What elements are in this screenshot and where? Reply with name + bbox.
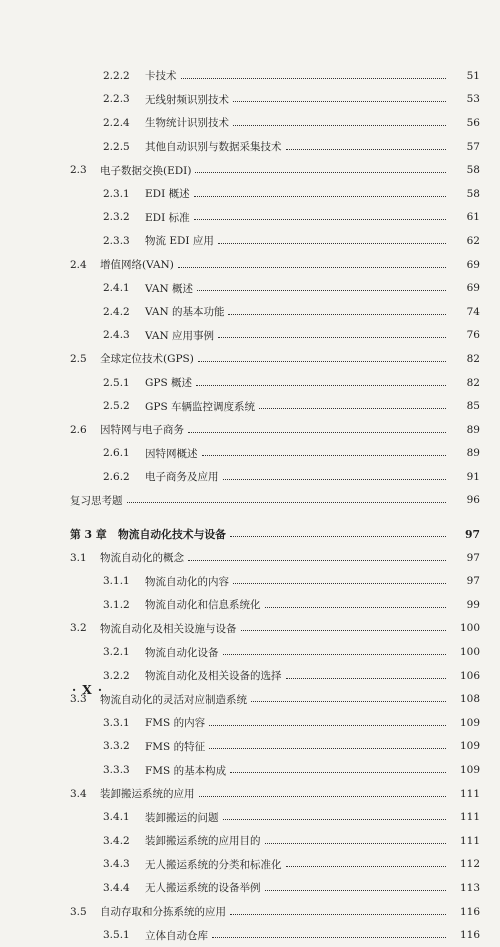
toc-gap bbox=[0, 512, 500, 522]
toc-entry-number: 3.5.1 bbox=[103, 929, 130, 942]
toc-entry[interactable] bbox=[0, 300, 500, 324]
toc-dot-leader bbox=[286, 677, 447, 679]
toc-entry[interactable] bbox=[0, 782, 500, 806]
toc-entry-page: 97 bbox=[466, 575, 480, 588]
toc-entry-number: 2.3 bbox=[70, 164, 87, 177]
toc-entry[interactable] bbox=[0, 135, 500, 159]
toc-dot-leader bbox=[178, 266, 446, 268]
toc-entry-title: 生物统计识别技术 bbox=[145, 117, 229, 130]
toc-entry[interactable] bbox=[0, 829, 500, 853]
toc-dot-leader bbox=[202, 454, 447, 456]
toc-dot-leader bbox=[265, 842, 447, 844]
toc-entry-number: 2.3.2 bbox=[103, 211, 130, 224]
toc-dot-leader bbox=[233, 100, 446, 102]
toc-entry-page: 82 bbox=[466, 352, 480, 365]
toc-dot-leader bbox=[233, 124, 446, 126]
toc-dot-leader bbox=[265, 606, 447, 608]
toc-entry-number: 2.4.1 bbox=[103, 282, 130, 295]
toc-entry-title: 电子商务及应用 bbox=[145, 471, 219, 484]
toc-entry-page: 85 bbox=[466, 400, 480, 413]
toc-entry-page: 58 bbox=[466, 164, 480, 177]
toc-entry-number: 2.3.1 bbox=[103, 187, 130, 200]
toc-entry-title: VAN 概述 bbox=[145, 282, 193, 295]
toc-entry-page: 109 bbox=[459, 716, 480, 729]
toc-dot-leader bbox=[218, 336, 446, 338]
toc-entry-page: 89 bbox=[466, 423, 480, 436]
toc-entry[interactable] bbox=[0, 324, 500, 348]
toc-dot-leader bbox=[251, 700, 446, 702]
toc-dot-leader bbox=[286, 865, 447, 867]
toc-entry-page: 69 bbox=[466, 258, 480, 271]
toc-dot-leader bbox=[223, 653, 447, 655]
toc-entry[interactable] bbox=[0, 593, 500, 617]
toc-dot-leader bbox=[197, 289, 446, 291]
toc-entry-page: 69 bbox=[466, 282, 480, 295]
toc-entry[interactable] bbox=[0, 900, 500, 924]
toc-dot-leader bbox=[223, 478, 447, 480]
toc-entry-title: 物流自动化及相关设备的选择 bbox=[145, 670, 282, 683]
toc-entry-number: 2.5.2 bbox=[103, 400, 130, 413]
toc-entry-page: 96 bbox=[466, 494, 480, 507]
toc-entry-title: 装卸搬运系统的应用目的 bbox=[145, 835, 261, 848]
toc-entry-number: 3.3.2 bbox=[103, 740, 130, 753]
toc-entry-page: 74 bbox=[466, 305, 480, 318]
toc-entry-title: 因特网与电子商务 bbox=[100, 424, 184, 437]
toc-dot-leader bbox=[286, 148, 447, 150]
toc-entry-title: 因特网概述 bbox=[145, 447, 198, 460]
toc-entry-number: 2.2.4 bbox=[103, 116, 130, 129]
toc-entry-page: 109 bbox=[459, 764, 480, 777]
toc-entry-number: 3.1.2 bbox=[103, 598, 130, 611]
toc-dot-leader bbox=[199, 795, 447, 797]
toc-dot-leader bbox=[212, 936, 446, 938]
toc-entry-number: 3.4 bbox=[70, 787, 87, 800]
toc-entry-title: 物流自动化技术与设备 bbox=[118, 527, 226, 541]
toc-entry-page: 109 bbox=[459, 740, 480, 753]
toc-entry-title: 自动存取和分拣系统的应用 bbox=[100, 906, 226, 919]
toc-entry-title: 装卸搬运系统的应用 bbox=[100, 788, 195, 801]
toc-entry[interactable] bbox=[0, 64, 500, 88]
toc-entry-number: 第 3 章 bbox=[70, 527, 107, 541]
toc-entry-page: 99 bbox=[466, 598, 480, 611]
toc-entry-page: 113 bbox=[459, 881, 480, 894]
toc-entry[interactable] bbox=[0, 805, 500, 829]
toc-entry[interactable] bbox=[0, 206, 500, 230]
toc-dot-leader bbox=[181, 77, 447, 79]
toc-entry-page: 97 bbox=[466, 551, 480, 564]
toc-entry-title: 物流 EDI 应用 bbox=[145, 235, 214, 248]
toc-entry-title: 电子数据交换(EDI) bbox=[100, 164, 192, 177]
toc-entry-page: 97 bbox=[464, 527, 480, 541]
toc-entry-number: 3.3 bbox=[70, 693, 87, 706]
toc-dot-leader bbox=[195, 171, 446, 173]
toc-entry-page: 56 bbox=[466, 116, 480, 129]
toc-entry-number: 2.2.2 bbox=[103, 69, 130, 82]
toc-entry-page: 57 bbox=[466, 140, 480, 153]
toc-entry[interactable] bbox=[0, 735, 500, 759]
toc-entry-title: 物流自动化的灵活对应制造系统 bbox=[100, 693, 247, 706]
toc-entry-page: 82 bbox=[466, 376, 480, 389]
toc-entry-title: 其他自动识别与数据采集技术 bbox=[145, 141, 282, 154]
toc-entry[interactable] bbox=[0, 394, 500, 418]
toc-entry-page: 51 bbox=[466, 69, 480, 82]
toc-entry-number: 3.2 bbox=[70, 622, 87, 635]
toc-dot-leader bbox=[230, 913, 446, 915]
toc-entry-title: 复习思考题 bbox=[70, 494, 123, 507]
toc-entry-title: 无人搬运系统的分类和标准化 bbox=[145, 858, 282, 871]
toc-entry-title: 无线射频识别技术 bbox=[145, 93, 229, 106]
toc-entry-title: 无人搬运系统的设备举例 bbox=[145, 882, 261, 895]
toc-dot-leader bbox=[230, 535, 446, 537]
toc-entry-number: 2.4.2 bbox=[103, 305, 130, 318]
toc-entry-number: 2.5.1 bbox=[103, 376, 130, 389]
toc-entry-page: 111 bbox=[459, 811, 480, 824]
toc-entry-title: 立体自动仓库 bbox=[145, 929, 208, 942]
toc-entry-title: 卡技术 bbox=[145, 70, 177, 83]
toc-entry-title: 物流自动化的概念 bbox=[100, 552, 184, 565]
toc-entry-page: 76 bbox=[466, 329, 480, 342]
toc-entry-number: 2.6.1 bbox=[103, 447, 130, 460]
toc-dot-leader bbox=[196, 384, 446, 386]
toc-entry-title: 增值网络(VAN) bbox=[100, 259, 174, 272]
toc-entry[interactable] bbox=[0, 569, 500, 593]
toc-entry-title: FMS 的特征 bbox=[145, 740, 206, 753]
toc-entry-page: 62 bbox=[466, 234, 480, 247]
toc-entry-number: 3.5 bbox=[70, 905, 87, 918]
toc-entry-title: GPS 概述 bbox=[145, 377, 192, 390]
toc-dot-leader bbox=[259, 407, 446, 409]
toc-dot-leader bbox=[188, 431, 446, 433]
toc-entry-title: 全球定位技术(GPS) bbox=[100, 353, 194, 366]
toc-entry-number: 3.2.1 bbox=[103, 646, 130, 659]
toc-entry-page: 58 bbox=[466, 187, 480, 200]
toc-entry[interactable] bbox=[0, 465, 500, 489]
toc-entry-page: 100 bbox=[459, 622, 480, 635]
toc-entry-number: 3.3.1 bbox=[103, 716, 130, 729]
toc-entry[interactable] bbox=[0, 489, 500, 513]
toc-entry-title: GPS 车辆监控调度系统 bbox=[145, 400, 255, 413]
toc-entry-number: 2.6.2 bbox=[103, 470, 130, 483]
toc-entry[interactable] bbox=[0, 711, 500, 735]
toc-dot-leader bbox=[241, 629, 447, 631]
toc-entry-number: 3.1 bbox=[70, 551, 87, 564]
toc-dot-leader bbox=[228, 313, 446, 315]
toc-entry-page: 116 bbox=[459, 929, 480, 942]
toc-entry-title: 物流自动化及相关设施与设备 bbox=[100, 622, 237, 635]
toc-entry-title: EDI 标准 bbox=[145, 211, 190, 224]
toc-entry-page: 112 bbox=[459, 858, 480, 871]
toc-entry[interactable] bbox=[0, 876, 500, 900]
toc-dot-leader bbox=[188, 559, 446, 561]
toc-entry-number: 2.2.3 bbox=[103, 93, 130, 106]
toc-entry-page: 106 bbox=[459, 669, 480, 682]
toc-entry[interactable] bbox=[0, 229, 500, 253]
toc-entry[interactable] bbox=[0, 640, 500, 664]
toc-entry[interactable] bbox=[0, 88, 500, 112]
toc-entry[interactable] bbox=[0, 442, 500, 466]
toc-dot-leader bbox=[194, 195, 446, 197]
toc-chapter-entry[interactable] bbox=[0, 522, 500, 546]
toc-entry-number: 3.4.4 bbox=[103, 881, 130, 894]
table-of-contents bbox=[0, 64, 500, 947]
toc-dot-leader bbox=[209, 724, 446, 726]
toc-entry-title: 物流自动化设备 bbox=[145, 646, 219, 659]
toc-entry-title: VAN 的基本功能 bbox=[145, 306, 225, 319]
toc-dot-leader bbox=[265, 889, 447, 891]
toc-entry[interactable] bbox=[0, 546, 500, 570]
toc-entry-title: 装卸搬运的问题 bbox=[145, 811, 219, 824]
toc-entry-number: 3.2.2 bbox=[103, 669, 130, 682]
toc-entry[interactable] bbox=[0, 158, 500, 182]
toc-dot-leader bbox=[194, 218, 446, 220]
toc-entry-title: EDI 概述 bbox=[145, 188, 190, 201]
toc-entry-number: 2.3.3 bbox=[103, 234, 130, 247]
toc-entry-number: 2.5 bbox=[70, 352, 87, 365]
toc-entry-title: FMS 的内容 bbox=[145, 717, 206, 730]
toc-entry[interactable] bbox=[0, 617, 500, 641]
toc-entry-title: VAN 应用事例 bbox=[145, 329, 214, 342]
toc-entry-page: 108 bbox=[459, 693, 480, 706]
toc-dot-leader bbox=[223, 818, 447, 820]
toc-entry-number: 3.4.2 bbox=[103, 834, 130, 847]
toc-entry[interactable] bbox=[0, 758, 500, 782]
toc-entry-number: 3.1.1 bbox=[103, 575, 130, 588]
toc-entry-number: 2.2.5 bbox=[103, 140, 130, 153]
toc-entry-number: 3.4.3 bbox=[103, 858, 130, 871]
toc-entry-number: 2.4.3 bbox=[103, 329, 130, 342]
page-footer-number: · X · bbox=[72, 683, 104, 697]
toc-entry-number: 3.3.3 bbox=[103, 764, 130, 777]
toc-entry-page: 111 bbox=[459, 834, 480, 847]
toc-entry[interactable] bbox=[0, 418, 500, 442]
toc-entry-page: 53 bbox=[466, 93, 480, 106]
toc-entry[interactable] bbox=[0, 371, 500, 395]
toc-dot-leader bbox=[198, 360, 446, 362]
toc-entry[interactable] bbox=[0, 853, 500, 877]
toc-dot-leader bbox=[230, 771, 446, 773]
toc-dot-leader bbox=[218, 242, 446, 244]
toc-entry-number: 2.6 bbox=[70, 423, 87, 436]
toc-entry-page: 91 bbox=[466, 470, 480, 483]
toc-entry[interactable] bbox=[0, 923, 500, 947]
toc-entry-number: 3.4.1 bbox=[103, 811, 130, 824]
toc-entry[interactable] bbox=[0, 276, 500, 300]
toc-entry[interactable] bbox=[0, 111, 500, 135]
toc-entry-page: 100 bbox=[459, 646, 480, 659]
toc-entry-title: FMS 的基本构成 bbox=[145, 764, 227, 777]
toc-entry-title: 物流自动化和信息系统化 bbox=[145, 599, 261, 612]
toc-dot-leader bbox=[233, 582, 446, 584]
toc-entry-page: 116 bbox=[459, 905, 480, 918]
toc-entry-page: 89 bbox=[466, 447, 480, 460]
toc-entry[interactable] bbox=[0, 347, 500, 371]
toc-dot-leader bbox=[127, 501, 447, 503]
toc-entry-page: 61 bbox=[466, 211, 480, 224]
toc-entry-number: 2.4 bbox=[70, 258, 87, 271]
toc-entry-title: 物流自动化的内容 bbox=[145, 575, 229, 588]
toc-entry[interactable] bbox=[0, 182, 500, 206]
toc-dot-leader bbox=[209, 747, 446, 749]
toc-entry[interactable] bbox=[0, 253, 500, 277]
toc-entry-page: 111 bbox=[459, 787, 480, 800]
